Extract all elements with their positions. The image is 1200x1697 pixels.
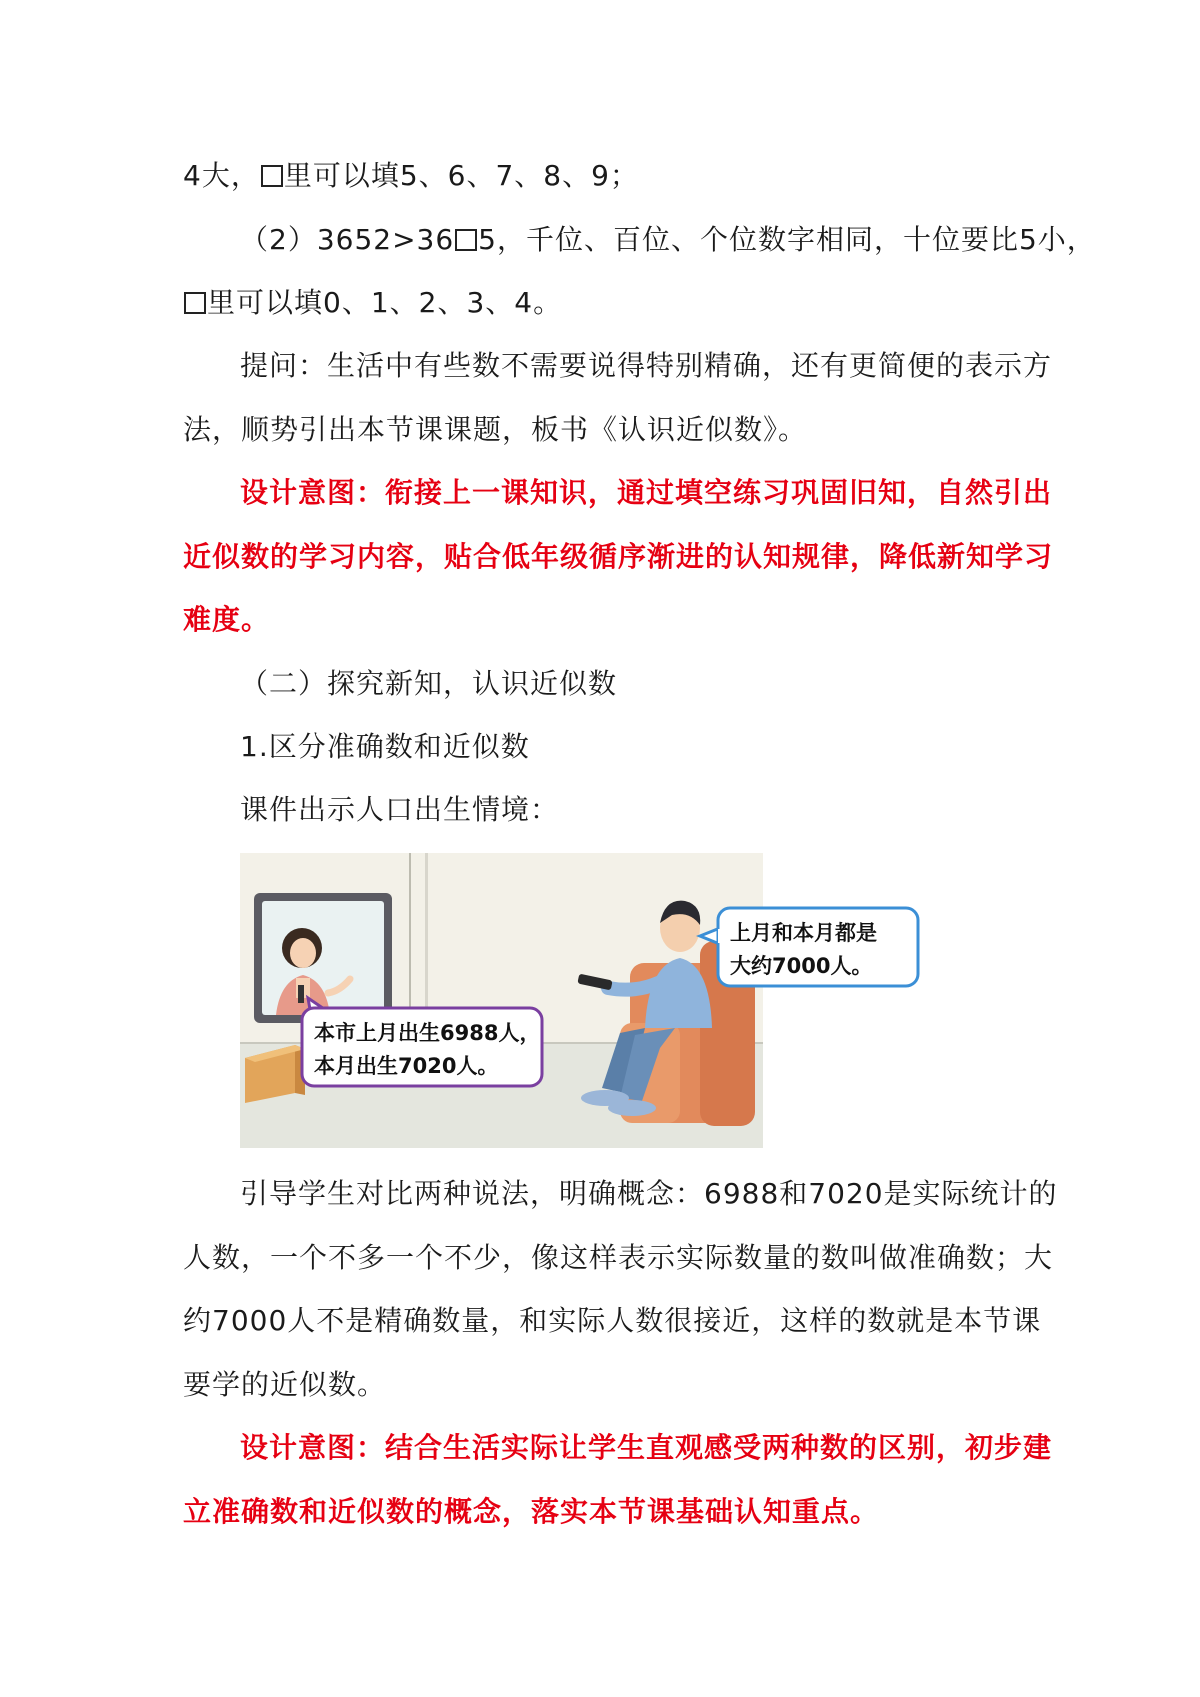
man-bubble-line: 大约7000人。: [730, 954, 873, 978]
tv-speech-bubble: [302, 998, 542, 1086]
tv-bubble-line: 本市上月出生6988人，: [314, 1021, 541, 1045]
text-segment: 里可以填0、1、2、3、4。: [207, 286, 563, 319]
design-intent-line: 立准确数和近似数的概念，落实本节课基础认知重点。: [183, 1495, 880, 1528]
paragraph-line: 人数，一个不多一个不少，像这样表示实际数量的数叫做准确数；大: [183, 1241, 1054, 1274]
tv-bubble-line: 本月出生7020人。: [314, 1054, 499, 1078]
text-segment: 4大，: [183, 159, 260, 192]
design-intent-line: 设计意图：衔接上一课知识，通过填空练习巩固旧知，自然引出: [240, 476, 1053, 509]
paragraph-line: 约7000人不是精确数量，和实际人数很接近，这样的数就是本节课: [183, 1304, 1042, 1337]
blank-box: [261, 165, 283, 187]
text-segment: 里可以填5、6、7、8、9；: [283, 159, 639, 192]
population-illustration: [240, 853, 877, 1148]
tv-screen: [254, 893, 392, 1023]
paragraph-line: [240, 220, 1096, 260]
man-speech-bubble: [700, 908, 918, 986]
design-intent-line: 设计意图：结合生活实际让学生直观感受两种数的区别，初步建: [240, 1431, 1053, 1464]
blank-box: [184, 292, 206, 314]
section-heading: （二）探究新知，认识近似数: [240, 667, 618, 700]
man-bubble-line: 上月和本月都是: [730, 921, 877, 945]
courseware-intro: 课件出示人口出生情境：: [240, 793, 560, 826]
paragraph-line: 引导学生对比两种说法，明确概念：6988和7020是实际统计的: [240, 1177, 1058, 1210]
blank-box: [455, 229, 477, 251]
design-intent-line: 难度。: [183, 603, 271, 636]
design-intent-line: 近似数的学习内容，贴合低年级循序渐进的认知规律，降低新知学习: [183, 540, 1054, 573]
subheading: 1.区分准确数和近似数: [240, 730, 530, 763]
paragraph-line: 法，顺势引出本节课课题，板书《认识近似数》。: [183, 413, 808, 446]
text-segment: 5，千位、百位、个位数字相同，十位要比5小，: [478, 223, 1096, 256]
paragraph-line: 要学的近似数。: [183, 1368, 387, 1401]
text-segment: （2）3652>36: [240, 223, 455, 256]
paragraph-line: 提问：生活中有些数不需要说得特别精确，还有更简便的表示方: [240, 349, 1053, 382]
paragraph-line: [183, 283, 562, 323]
paragraph-line: [183, 156, 639, 196]
